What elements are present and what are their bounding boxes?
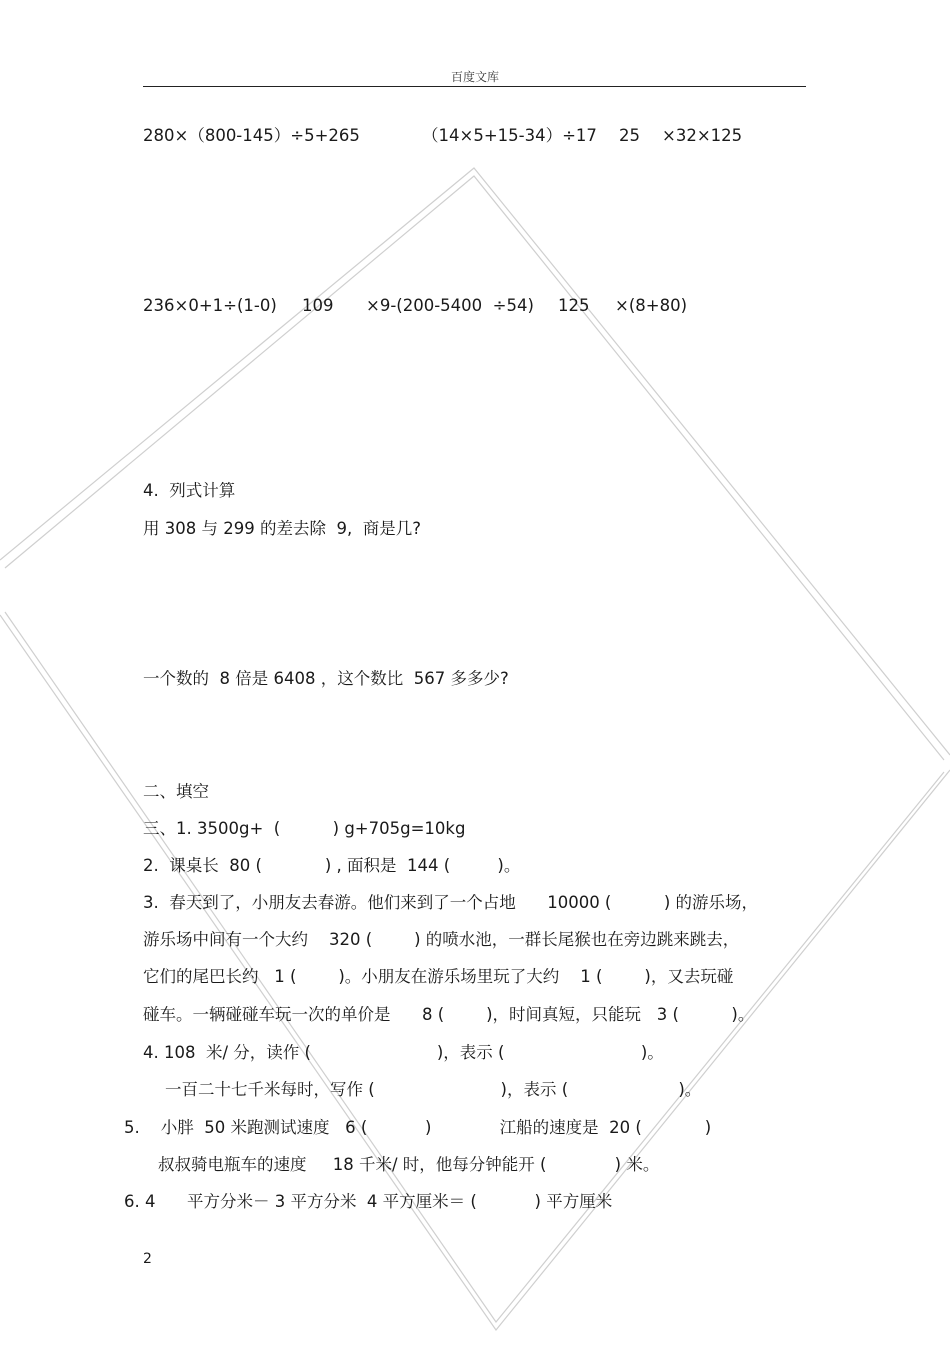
fill-line: 一百二十七千米每时，写作 ( )，表示 ( )。 — [165, 1080, 702, 1099]
fill-line: 它们的尾巴长约 1 ( )。小朋友在游乐场里玩了大约 1 ( )，又去玩碰 — [143, 967, 734, 986]
calc-expression: 125 — [558, 296, 590, 315]
calc-expression: ×(8+80) — [615, 296, 688, 315]
calc-expression: 280×（800-145）÷5+265 — [143, 126, 360, 145]
header-rule — [143, 86, 806, 87]
calc-expression: 236×0+1÷(1-0) — [143, 296, 277, 315]
question-text: 用 308 与 299 的差去除 9, 商是几? — [143, 519, 421, 538]
calc-expression: 109 — [302, 296, 334, 315]
fill-line: 游乐场中间有一个大约 320 ( ) 的喷水池，一群长尾猴也在旁边跳来跳去， — [143, 930, 740, 949]
fill-line: 2. 课桌长 80 ( ) , 面积是 144 ( )。 — [143, 856, 521, 875]
question-text: 一个数的 8 倍是 6408 ，这个数比 567 多多少? — [143, 669, 509, 688]
fill-line: 6. 4 平方分米－ 3 平方分米 4 平方厘米＝ ( ) 平方厘米 — [124, 1192, 613, 1211]
calc-expression: ×9-(200-5400 ÷54) — [366, 296, 534, 315]
calc-expression: 25 — [619, 126, 640, 145]
fill-line: 5. 小胖 50 米跑测试速度 6 ( ) 江船的速度是 20 ( ) — [124, 1118, 712, 1137]
fill-line: 碰车。一辆碰碰车玩一次的单价是 8 ( )，时间真短，只能玩 3 ( )。 — [143, 1005, 755, 1024]
page-number: 2 — [143, 1251, 152, 1267]
fill-line: 三、1. 3500g+ ( ) g+705g=10kg — [143, 819, 466, 838]
section-heading: 二、填空 — [143, 782, 209, 801]
calc-expression: （14×5+15-34）÷17 — [422, 126, 597, 145]
fill-line: 叔叔骑电瓶车的速度 18 千米/ 时，他每分钟能开 ( ) 米。 — [158, 1155, 660, 1174]
calc-expression: ×32×125 — [662, 126, 743, 145]
header-title: 百度文库 — [450, 70, 499, 84]
fill-line: 4. 108 米/ 分，读作 ( )，表示 ( )。 — [143, 1043, 664, 1062]
fill-line: 3. 春天到了，小朋友去春游。他们来到了一个占地 10000 ( ) 的游乐场， — [143, 893, 759, 912]
section-heading: 4. 列式计算 — [143, 481, 236, 500]
